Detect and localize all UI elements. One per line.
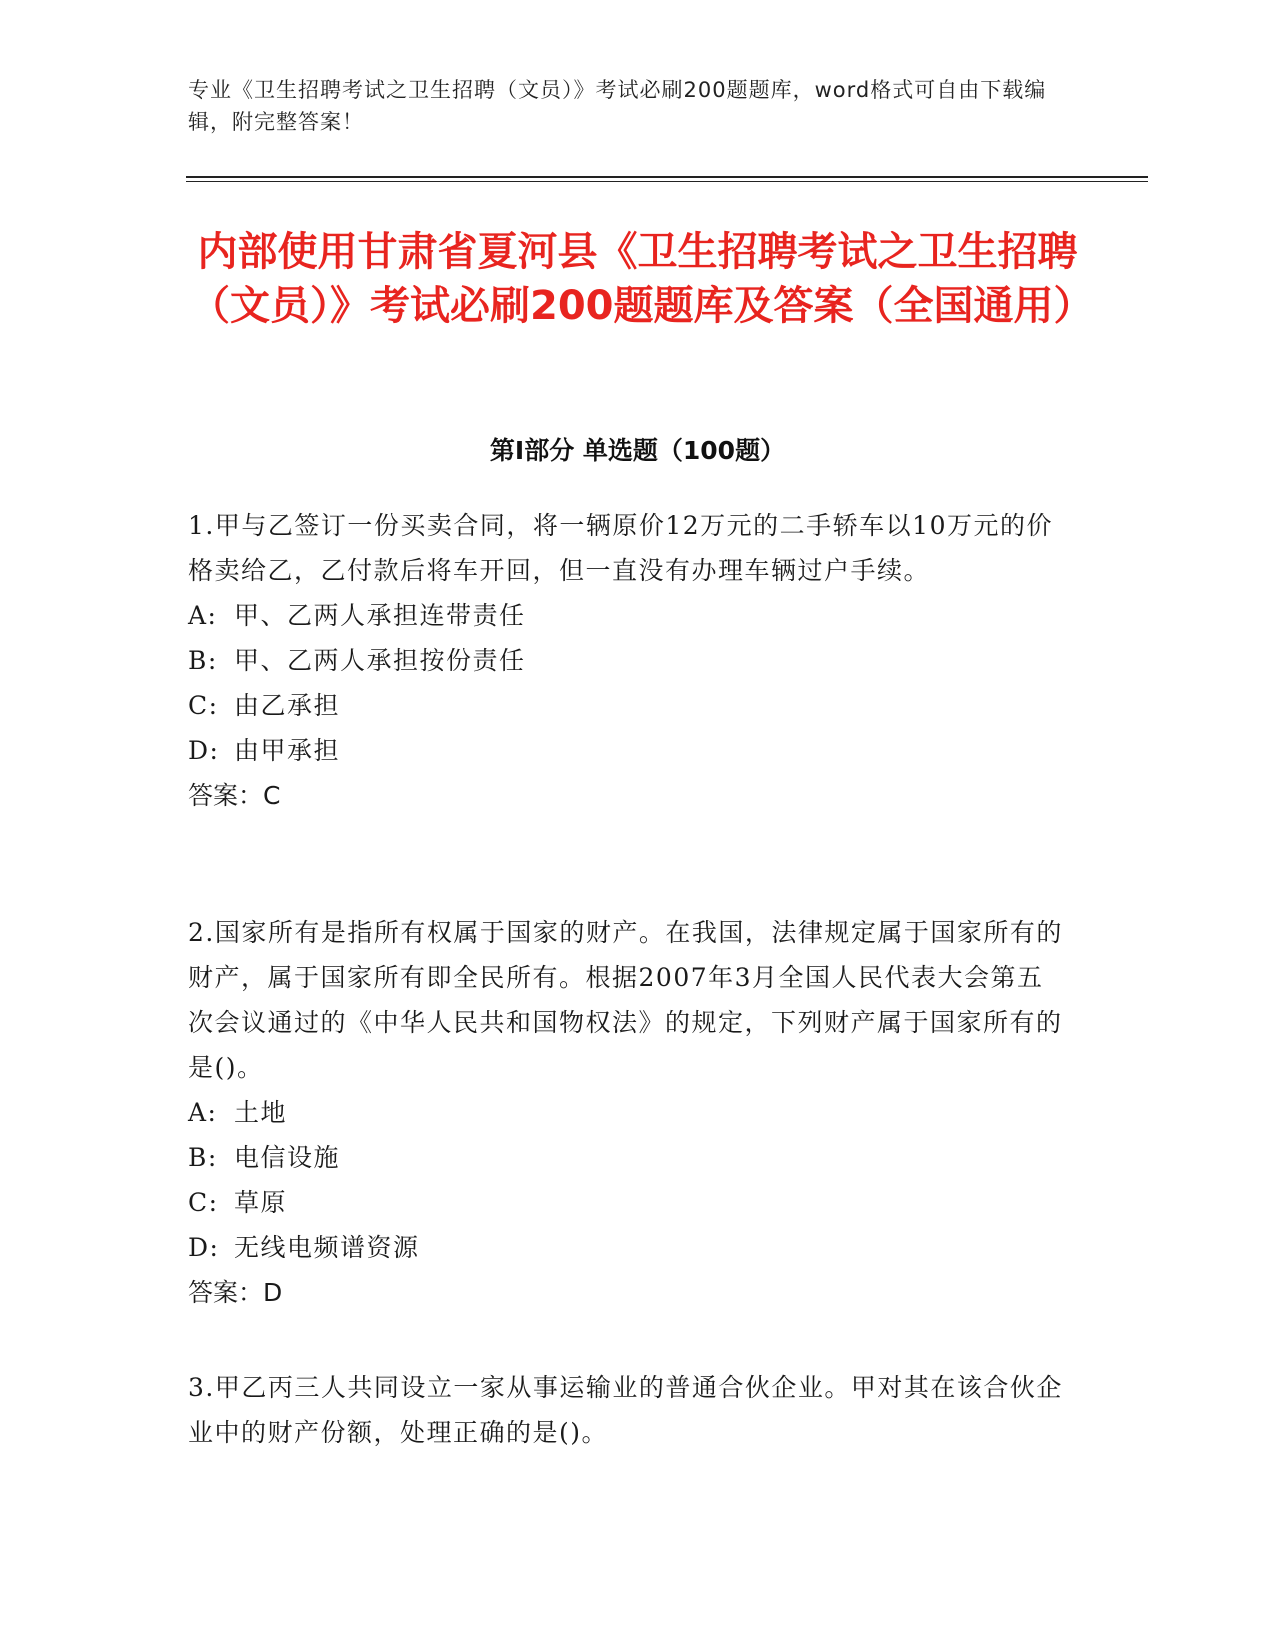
question-2 bbox=[188, 910, 1068, 1315]
answer: 答案：D bbox=[188, 1278, 283, 1307]
option-text: 土地 bbox=[234, 1098, 288, 1127]
option-text: 由甲承担 bbox=[234, 736, 341, 765]
option-letter: A: bbox=[188, 601, 218, 630]
option-c bbox=[188, 683, 1068, 728]
option-b bbox=[188, 638, 1068, 683]
option-letter: C: bbox=[188, 1188, 219, 1217]
question-3 bbox=[188, 1365, 1068, 1455]
header-note: 专业《卫生招聘考试之卫生招聘（文员）》考试必刷200题题库，word格式可自由下载编辑，附完整答案！ bbox=[188, 78, 1047, 134]
header-divider-thick bbox=[186, 176, 1148, 178]
option-c bbox=[188, 1180, 1068, 1225]
question-stem: 1.甲与乙签订一份买卖合同，将一辆原价12万元的二手轿车以10万元的价格卖给乙，乙付款后将车开回，但一直没有办理车辆过户手续。 bbox=[188, 511, 1053, 585]
option-text: 由乙承担 bbox=[234, 691, 341, 720]
option-b bbox=[188, 1135, 1068, 1180]
question-1 bbox=[188, 503, 1068, 818]
option-letter: D: bbox=[188, 736, 220, 765]
question-stem: 2.国家所有是指所有权属于国家的财产。在我国，法律规定属于国家所有的财产，属于国家所有即全民所有。根据2007年3月全国人民代表大会第五次会议通过的《中华人民共和国物权法》的规定，下列财产属于国家所有的是()。 bbox=[188, 918, 1063, 1082]
answer: 答案：C bbox=[188, 781, 281, 810]
option-a bbox=[188, 593, 1068, 638]
header-divider-thin bbox=[186, 181, 1148, 182]
option-text: 甲、乙两人承担按份责任 bbox=[234, 646, 526, 675]
option-text: 电信设施 bbox=[234, 1143, 341, 1172]
option-text: 无线电频谱资源 bbox=[234, 1233, 420, 1262]
option-d bbox=[188, 728, 1068, 773]
question-stem: 3.甲乙丙三人共同设立一家从事运输业的普通合伙企业。甲对其在该合伙企业中的财产份额，处理正确的是()。 bbox=[188, 1373, 1063, 1447]
option-letter: A: bbox=[188, 1098, 218, 1127]
option-letter: B: bbox=[188, 1143, 218, 1172]
option-text: 甲、乙两人承担连带责任 bbox=[234, 601, 526, 630]
option-letter: B: bbox=[188, 646, 218, 675]
option-a bbox=[188, 1090, 1068, 1135]
section-title: 第Ⅰ部分 单选题（100题） bbox=[489, 436, 786, 465]
option-d bbox=[188, 1225, 1068, 1270]
option-letter: D: bbox=[188, 1233, 220, 1262]
option-text: 草原 bbox=[234, 1188, 288, 1217]
option-letter: C: bbox=[188, 691, 219, 720]
document-title: 内部使用甘肃省夏河县《卫生招聘考试之卫生招聘（文员）》考试必刷200题题库及答案（全国通用） bbox=[190, 229, 1094, 329]
